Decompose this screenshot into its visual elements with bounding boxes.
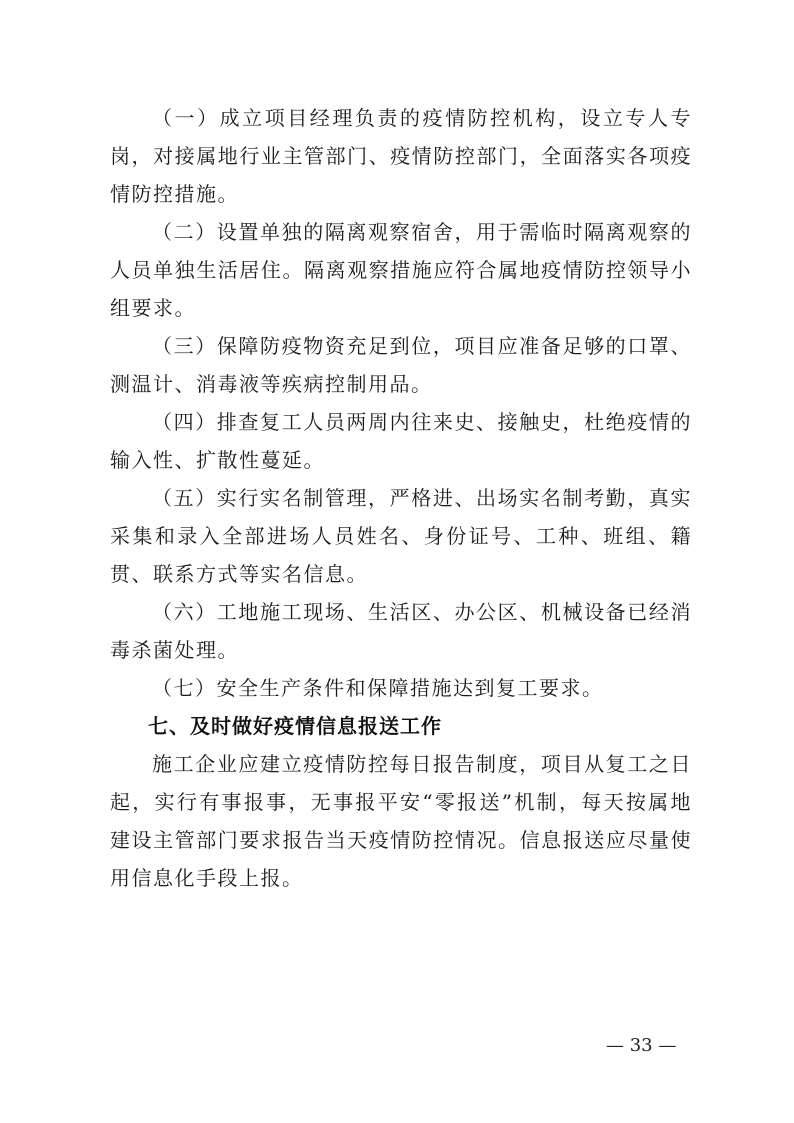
section-heading: 七、及时做好疫情信息报送工作 [148, 714, 442, 738]
section-paragraph: 施工企业应建立疫情防控每日报告制度，项目从复工之日起，实行有事报事，无事报平安“零报送”机制，每天按属地建设主管部门要求报告当天疫情防控情况。信息报送应尽量使用信息化手段上报。 [110, 752, 692, 890]
paragraph-item-4: （四）排查复工人员两周内往来史、接触史，杜绝疫情的输入性、扩散性蔓延。 [110, 410, 692, 472]
paragraph-item-7: （七）安全生产条件和保障措施达到复工要求。 [152, 676, 604, 700]
paragraph-item-5: （五）实行实名制管理，严格进、出场实名制考勤，真实采集和录入全部进场人员姓名、身份证号、工种、班组、籍贯、联系方式等实名信息。 [110, 486, 692, 586]
page-number: — 33 — [606, 1035, 677, 1056]
document-body [110, 99, 692, 897]
paragraph-item-3: （三）保障防疫物资充足到位，项目应准备足够的口罩、测温计、消毒液等疾病控制用品。 [110, 334, 692, 396]
paragraph-item-1: （一）成立项目经理负责的疫情防控机构，设立专人专岗，对接属地行业主管部门、疫情防控部门，全面落实各项疫情防控措施。 [110, 106, 692, 206]
paragraph-item-2: （二）设置单独的隔离观察宿舍，用于需临时隔离观察的人员单独生活居住。隔离观察措施应符合属地疫情防控领导小组要求。 [110, 220, 692, 320]
paragraph-item-6: （六）工地施工现场、生活区、办公区、机械设备已经消毒杀菌处理。 [110, 600, 692, 662]
